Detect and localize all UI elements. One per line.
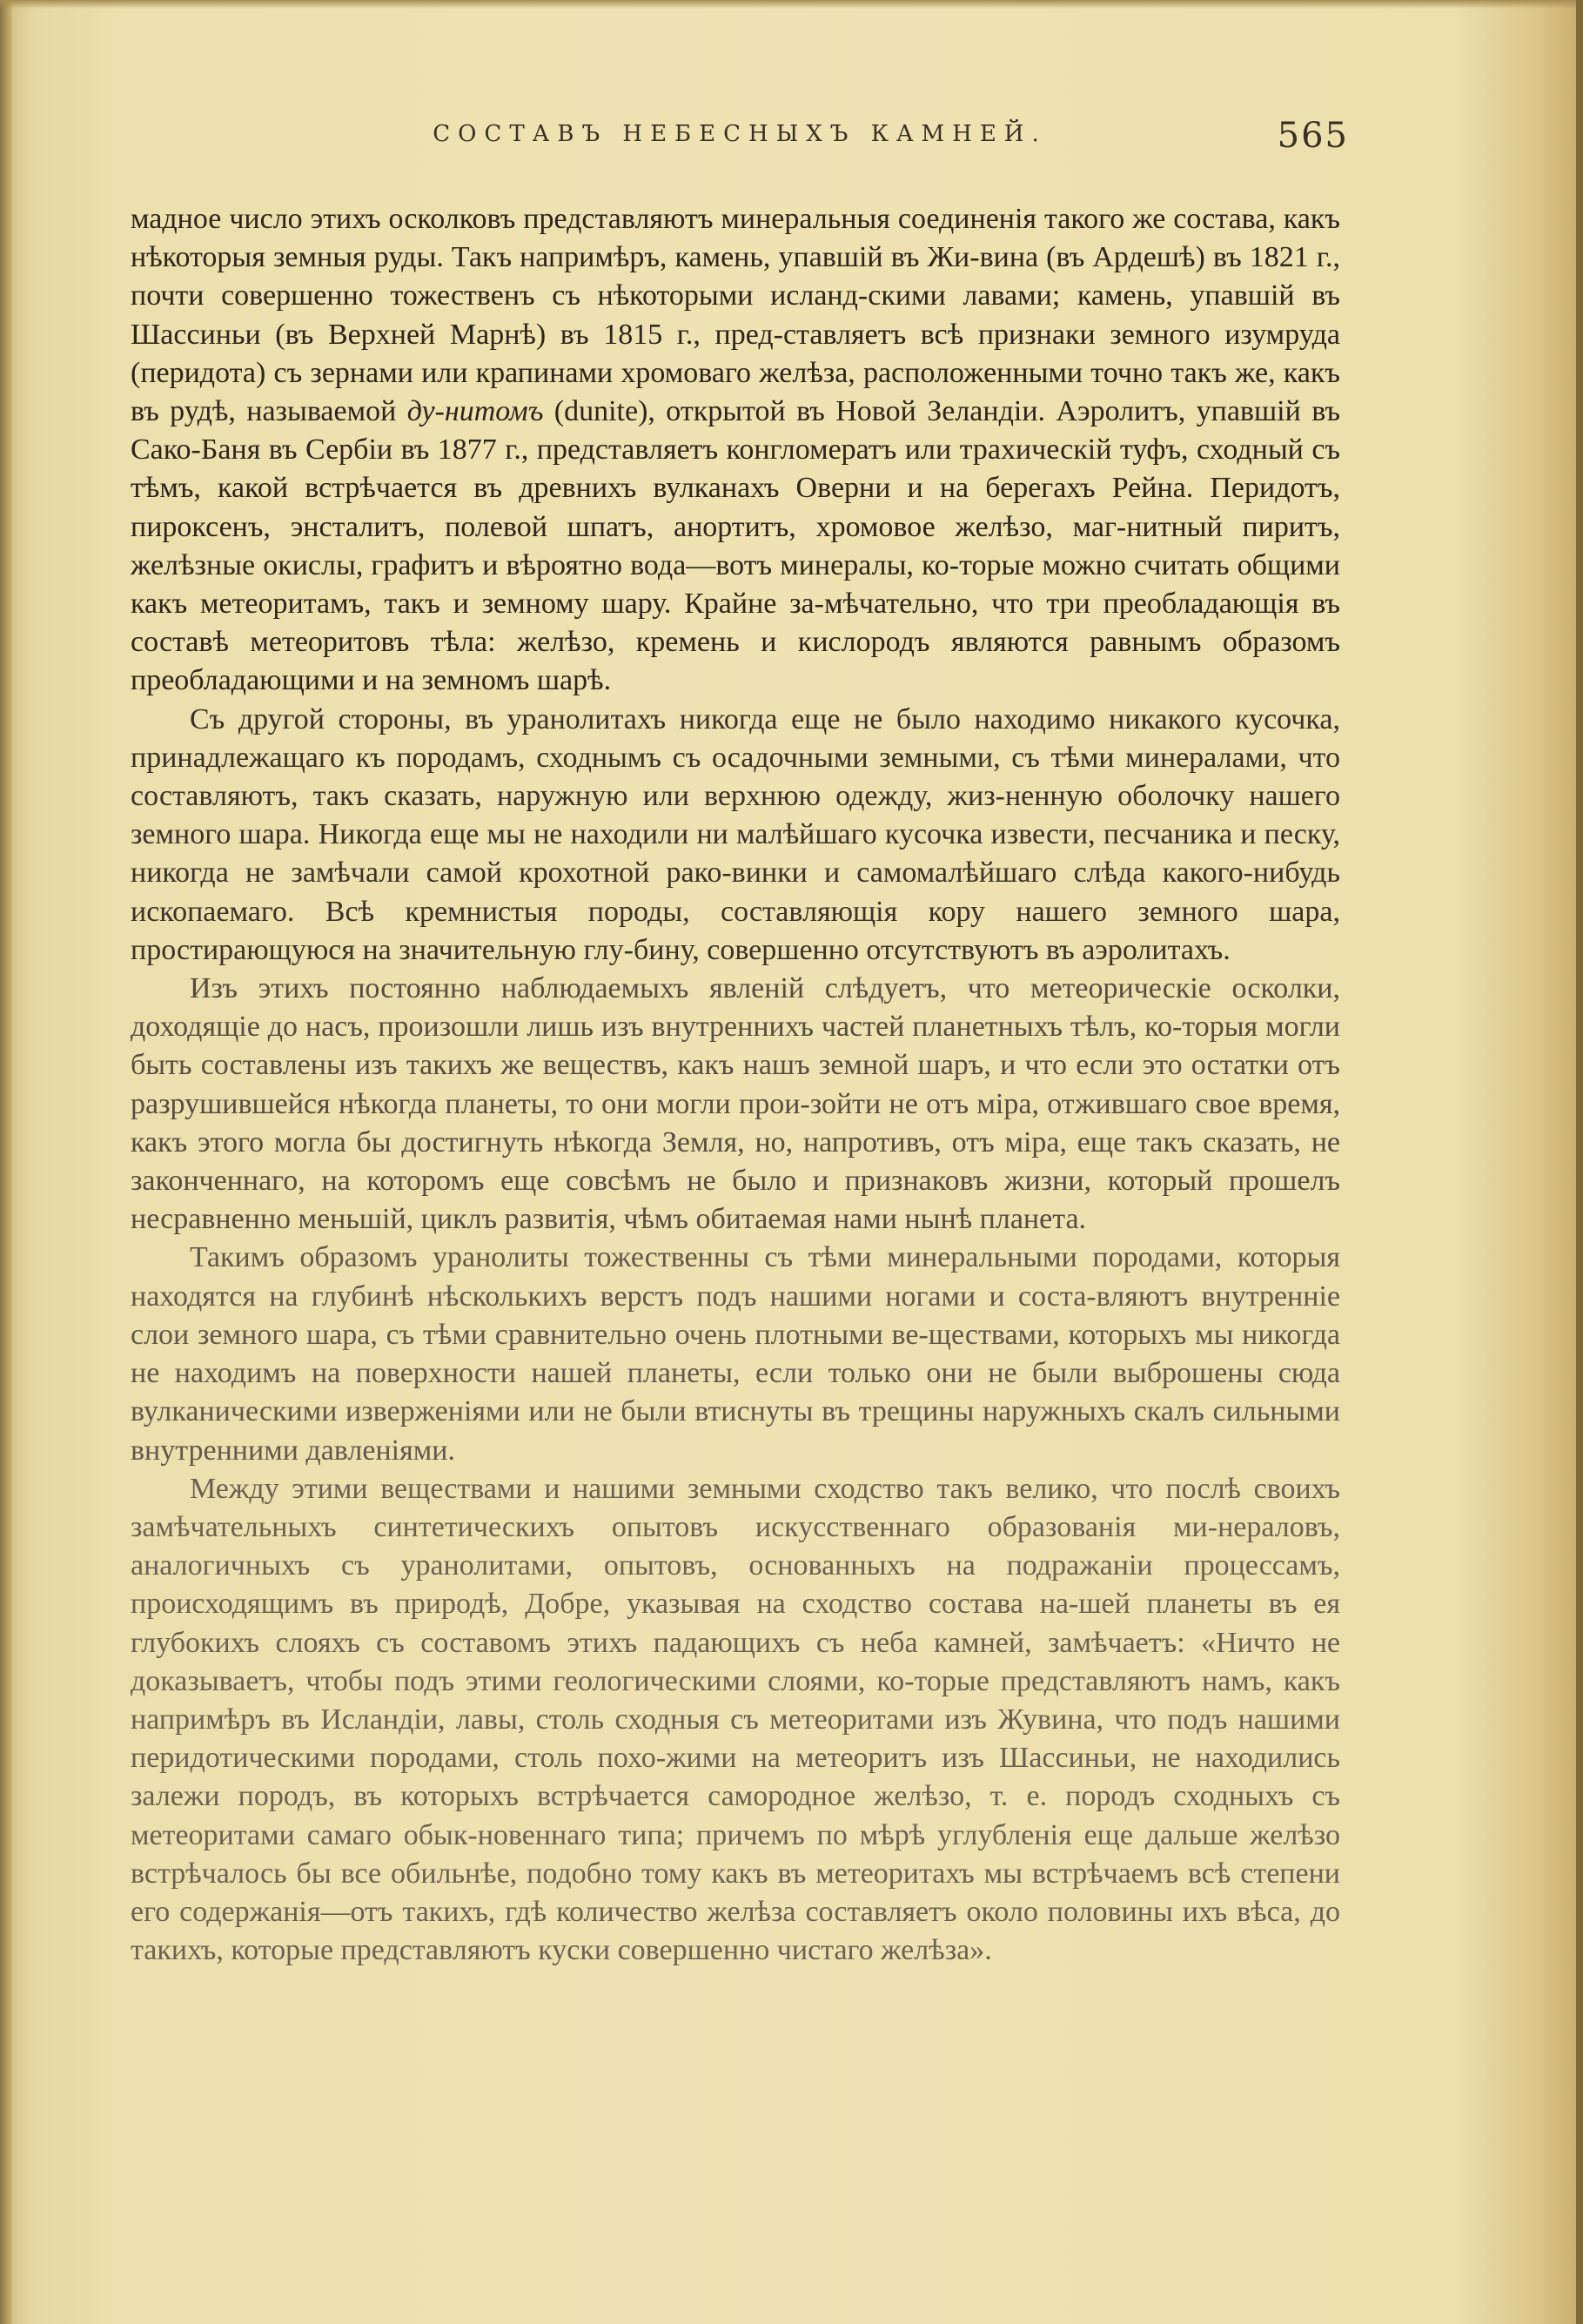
page-right-edge: [1576, 0, 1583, 2324]
paragraph-5: Между этими веществами и нашими земными сходство такъ велико, что послѣ своихъ замѣчательныхъ синтетическихъ опытовъ искусственнаго образованія ми-нераловъ, аналогичныхъ съ уранолитами, опытовъ, основанныхъ на подражаніи процессамъ, происходящимъ въ природѣ, Добре, указывая на сходство состава на-шей планеты въ ея глубокихъ слояхъ съ составомъ этихъ падающихъ съ неба камней, замѣчаетъ: «Ничто не доказываетъ, чтобы подъ этими геологическими слоями, ко-торые представляютъ намъ, какъ напримѣръ въ Исландіи, лавы, столь сходныя съ метеоритами изъ Жувина, что подъ нашими перидотическими породами, столь похо-жими на метеоритъ изъ Шассиньи, не находились залежи породъ, въ которыхъ встрѣчается самородное желѣзо, т. е. породъ сходныхъ съ метеоритами самаго обык-новеннаго типа; причемъ по мѣрѣ углубленія еще дальше желѣзо встрѣчалось бы все обильнѣе, подобно тому какъ въ метеоритахъ мы встрѣчаемъ всѣ степени его содержанія—отъ такихъ, гдѣ количество желѣза составляетъ около половины ихъ вѣса, до такихъ, которые представляютъ куски совершенно чистаго желѣза».: [131, 1472, 1340, 1967]
paragraph-1-text-before: мадное число этихъ осколковъ представляютъ минеральныя соединенія такого же состава, какъ нѣкоторыя земныя руды. Такъ напримѣръ, камень, упавшій въ Жи-вина (въ Ардешѣ) въ 1821 г., почти совершенно тожественъ съ нѣкоторыми исланд-скими лавами; камень, упавшій въ Шассиньи (въ Верхней Марнѣ) въ 1815 г., пред-ставляетъ всѣ признаки земного изумруда (перидота) съ зернами или крапинами хромоваго желѣза, расположенными точно такъ же, какъ въ рудѣ, называемой: [131, 203, 1340, 428]
paragraph-1: [131, 200, 1340, 701]
paragraph-3: Изъ этихъ постоянно наблюдаемыхъ явленій слѣдуетъ, что метеорическіе осколки, доходящіе до насъ, произошли лишь изъ внутреннихъ частей планетныхъ тѣлъ, ко-торыя могли быть составлены изъ такихъ же веществъ, какъ нашъ земной шаръ, и что если это остатки отъ разрушившейся нѣкогда планеты, то они могли прои-зойти не отъ міра, отжившаго свое время, какъ этого могла бы достигнуть нѣкогда Земля, но, напротивъ, отъ міра, еще такъ сказать, не законченнаго, на которомъ еще совсѣмъ не было и признаковъ жизни, который прошелъ несравненно меньшій, циклъ развитія, чѣмъ обитаемая нами нынѣ планета.: [131, 972, 1340, 1236]
page-top-edge: [0, 0, 1583, 9]
page-binding-shadow: [0, 0, 12, 2324]
paragraph-4: Такимъ образомъ уранолиты тожественны съ тѣми минеральными породами, которыя находятся на глубинѣ нѣсколькихъ верстъ подъ нашими ногами и соста-вляютъ внутренніе слои земного шара, съ тѣми сравнительно очень плотными ве-ществами, которыхъ мы никогда не находимъ на поверхности нашей планеты, если только они не были выброшены сюда вулканическими изверженіями или не были втиснуты въ трещины наружныхъ скалъ сильными внутренними давленіями.: [131, 1241, 1340, 1467]
paragraph-1-emphasis: ду-нитомъ: [406, 395, 544, 428]
running-title: СОСТАВЪ НЕБЕСНЫХЪ КАМНЕЙ.: [433, 121, 1047, 147]
page-number: 565: [1277, 116, 1349, 156]
paragraph-1-text-after: (dunite), открытой въ Новой Зеландіи. Аэролитъ, упавшій въ Сако-Баня въ Сербіи въ 1877 г., представляетъ конгломератъ или трахическій туфъ, сходный съ тѣмъ, какой встрѣчается въ древнихъ вулканахъ Оверни и на берегахъ Рейна. Перидотъ, пироксенъ, энсталитъ, полевой шпатъ, анортитъ, хромовое желѣзо, маг-нитный пиритъ, желѣзные окислы, графитъ и вѣроятно вода—вотъ минералы, ко-торые можно считать общими какъ метеоритамъ, такъ и земному шару. Крайне за-мѣчательно, что три преобладающія въ составѣ метеоритовъ тѣла: желѣзо, кремень и кислородъ являются равнымъ образомъ преобладающими и на земномъ шарѣ.: [131, 395, 1340, 697]
paragraph-2: Съ другой стороны, въ уранолитахъ никогда еще не было находимо никакого кусочка, принадлежащаго къ породамъ, сходнымъ съ осадочными земными, съ тѣми минералами, что составляютъ, такъ сказать, наружную или верхнюю одежду, жиз-ненную оболочку нашего земного шара. Никогда еще мы не находили ни малѣйшаго кусочка извести, песчаника и песку, никогда не замѣчали самой крохотной рако-винки и самомалѣйшаго слѣда какого-нибудь ископаемаго. Всѣ кремнистыя породы, составляющія кору нашего земного шара, простирающуюся на значительную глу-бину, совершенно отсутствуютъ въ аэролитахъ.: [131, 702, 1340, 966]
page-header: [131, 116, 1349, 161]
body-text: [131, 200, 1340, 1970]
